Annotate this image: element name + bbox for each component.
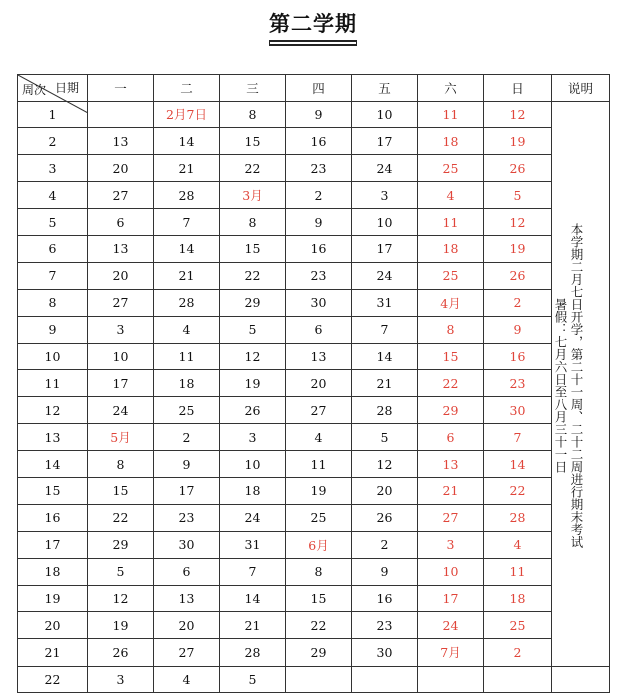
date-cell: 2: [484, 289, 552, 316]
table-row: [18, 128, 610, 155]
date-cell: 8: [220, 209, 286, 236]
date-cell: 23: [286, 262, 352, 289]
date-cell: 7: [154, 209, 220, 236]
date-cell: 5: [484, 182, 552, 209]
date-cell: 10: [418, 558, 484, 585]
date-cell: 9: [286, 101, 352, 128]
date-cell: 14: [352, 343, 418, 370]
note-header: 说明: [552, 75, 610, 102]
date-cell: 29: [220, 289, 286, 316]
date-cell: 21: [220, 612, 286, 639]
date-cell: 4: [418, 182, 484, 209]
date-cell: [418, 666, 484, 693]
date-cell: 26: [484, 155, 552, 182]
date-cell: 26: [352, 504, 418, 531]
date-cell: 10: [352, 101, 418, 128]
date-cell: [88, 101, 154, 128]
table-row: [18, 209, 610, 236]
date-cell: 13: [418, 451, 484, 478]
page-title: [0, 8, 626, 42]
date-cell: 12: [484, 101, 552, 128]
table-row: [18, 666, 610, 693]
date-cell: 9: [286, 209, 352, 236]
date-cell: 26: [88, 639, 154, 666]
table-row: [18, 531, 610, 558]
date-cell: 25: [484, 612, 552, 639]
date-cell: 19: [88, 612, 154, 639]
week-number-cell: 6: [18, 235, 88, 262]
date-cell: 16: [484, 343, 552, 370]
date-cell: 3: [220, 424, 286, 451]
day-header-wed: 三: [220, 75, 286, 102]
date-cell: 31: [352, 289, 418, 316]
date-cell: 14: [154, 128, 220, 155]
day-header-mon: 一: [88, 75, 154, 102]
date-cell: 20: [154, 612, 220, 639]
date-cell: 23: [286, 155, 352, 182]
table-row: [18, 316, 610, 343]
date-cell: 3: [352, 182, 418, 209]
date-cell: 18: [484, 585, 552, 612]
date-cell: 18: [418, 128, 484, 155]
week-number-cell: 5: [18, 209, 88, 236]
table-row: [18, 155, 610, 182]
table-row: [18, 504, 610, 531]
table-row: [18, 558, 610, 585]
week-number-cell: 9: [18, 316, 88, 343]
date-cell: 29: [88, 531, 154, 558]
date-cell: 29: [418, 397, 484, 424]
date-cell: 19: [484, 128, 552, 155]
date-cell: 15: [286, 585, 352, 612]
week-number-cell: 3: [18, 155, 88, 182]
date-cell: 28: [352, 397, 418, 424]
week-number-cell: 13: [18, 424, 88, 451]
date-cell: 26: [484, 262, 552, 289]
date-cell: 28: [154, 182, 220, 209]
date-cell: 25: [286, 504, 352, 531]
date-cell: 2: [352, 531, 418, 558]
date-cell: 17: [154, 477, 220, 504]
date-cell: 2: [286, 182, 352, 209]
date-cell: 30: [484, 397, 552, 424]
note-line-vacation: 暑假：七月六日至八月三十一日: [553, 298, 568, 473]
date-cell: 2: [154, 424, 220, 451]
date-cell: 6: [418, 424, 484, 451]
date-cell: 16: [352, 585, 418, 612]
date-cell: 6: [154, 558, 220, 585]
date-cell: 11: [484, 558, 552, 585]
date-cell: [484, 666, 552, 693]
table-row: [18, 477, 610, 504]
date-cell: 18: [418, 235, 484, 262]
date-cell: 25: [154, 397, 220, 424]
date-cell: 12: [484, 209, 552, 236]
note-cell-bottom: [552, 666, 610, 693]
date-cell: 22: [484, 477, 552, 504]
date-cell: 23: [352, 612, 418, 639]
week-number-cell: 15: [18, 477, 88, 504]
date-cell: 30: [154, 531, 220, 558]
date-cell: 20: [286, 370, 352, 397]
date-cell: 5月: [88, 424, 154, 451]
date-cell: 10: [88, 343, 154, 370]
table-row: [18, 182, 610, 209]
note-cell: [552, 101, 610, 666]
date-cell: 9: [484, 316, 552, 343]
date-cell: 9: [154, 451, 220, 478]
date-cell: 13: [286, 343, 352, 370]
date-cell: 19: [484, 235, 552, 262]
day-header-fri: 五: [352, 75, 418, 102]
date-cell: 10: [352, 209, 418, 236]
date-cell: 5: [220, 316, 286, 343]
table-row: [18, 370, 610, 397]
date-cell: 27: [286, 397, 352, 424]
date-cell: 7月: [418, 639, 484, 666]
date-cell: 27: [154, 639, 220, 666]
week-number-cell: 19: [18, 585, 88, 612]
week-number-cell: 22: [18, 666, 88, 693]
date-cell: 3: [88, 316, 154, 343]
date-cell: 20: [352, 477, 418, 504]
date-cell: 21: [154, 262, 220, 289]
date-cell: 24: [88, 397, 154, 424]
day-header-tue: 二: [154, 75, 220, 102]
table-row: [18, 262, 610, 289]
date-cell: 5: [352, 424, 418, 451]
date-cell: 25: [418, 155, 484, 182]
date-cell: 20: [88, 262, 154, 289]
date-cell: 4: [154, 316, 220, 343]
date-cell: 29: [286, 639, 352, 666]
table-row: [18, 289, 610, 316]
date-cell: 3月: [220, 182, 286, 209]
date-cell: 8: [286, 558, 352, 585]
date-cell: 15: [88, 477, 154, 504]
date-cell: 6: [88, 209, 154, 236]
date-cell: 12: [352, 451, 418, 478]
date-cell: 2月7日: [154, 101, 220, 128]
date-cell: 2: [484, 639, 552, 666]
date-cell: 8: [88, 451, 154, 478]
week-number-cell: 7: [18, 262, 88, 289]
week-number-cell: 14: [18, 451, 88, 478]
date-cell: 4月: [418, 289, 484, 316]
date-cell: 27: [418, 504, 484, 531]
week-number-cell: 2: [18, 128, 88, 155]
date-cell: 21: [154, 155, 220, 182]
week-number-cell: 4: [18, 182, 88, 209]
date-cell: 11: [418, 209, 484, 236]
date-cell: 5: [220, 666, 286, 693]
date-cell: 21: [352, 370, 418, 397]
date-cell: 17: [88, 370, 154, 397]
date-cell: 18: [220, 477, 286, 504]
corner-week-label: 周次: [22, 82, 47, 97]
date-cell: 10: [220, 451, 286, 478]
date-cell: 17: [352, 128, 418, 155]
date-cell: 19: [220, 370, 286, 397]
date-cell: 25: [418, 262, 484, 289]
week-number-cell: 12: [18, 397, 88, 424]
page-title-text: 第二学期: [269, 8, 357, 42]
date-cell: 20: [88, 155, 154, 182]
table-row: [18, 451, 610, 478]
corner-header-cell: [18, 75, 88, 102]
week-number-cell: 21: [18, 639, 88, 666]
table-row: [18, 612, 610, 639]
date-cell: 4: [154, 666, 220, 693]
date-cell: 8: [418, 316, 484, 343]
table-row: [18, 343, 610, 370]
date-cell: 11: [154, 343, 220, 370]
date-cell: 24: [352, 262, 418, 289]
date-cell: 14: [220, 585, 286, 612]
day-header-sat: 六: [418, 75, 484, 102]
date-cell: 23: [154, 504, 220, 531]
corner-date-label: 日期: [54, 81, 79, 95]
table-row: [18, 101, 610, 128]
date-cell: 6月: [286, 531, 352, 558]
date-cell: 14: [154, 235, 220, 262]
date-cell: 21: [418, 477, 484, 504]
table-row: [18, 585, 610, 612]
week-number-cell: 17: [18, 531, 88, 558]
table-row: [18, 639, 610, 666]
date-cell: 24: [220, 504, 286, 531]
date-cell: 24: [352, 155, 418, 182]
date-cell: [352, 666, 418, 693]
date-cell: 27: [88, 182, 154, 209]
date-cell: 30: [286, 289, 352, 316]
date-cell: 28: [484, 504, 552, 531]
date-cell: 19: [286, 477, 352, 504]
table-row: [18, 397, 610, 424]
week-number-cell: 18: [18, 558, 88, 585]
date-cell: 24: [418, 612, 484, 639]
date-cell: 7: [220, 558, 286, 585]
date-cell: 27: [88, 289, 154, 316]
date-cell: 5: [88, 558, 154, 585]
calendar-body: [18, 101, 610, 693]
date-cell: 26: [220, 397, 286, 424]
date-cell: 22: [286, 612, 352, 639]
day-header-sun: 日: [484, 75, 552, 102]
date-cell: 16: [286, 128, 352, 155]
note-line-exam: 本学期二月七日开学，第二十一周、二十二周进行期末考试: [569, 223, 584, 548]
date-cell: 7: [484, 424, 552, 451]
date-cell: 3: [418, 531, 484, 558]
date-cell: 6: [286, 316, 352, 343]
date-cell: 15: [220, 235, 286, 262]
date-cell: 18: [154, 370, 220, 397]
date-cell: 12: [220, 343, 286, 370]
date-cell: 16: [286, 235, 352, 262]
date-cell: 15: [220, 128, 286, 155]
week-number-cell: 20: [18, 612, 88, 639]
semester-calendar-table: [17, 74, 610, 693]
date-cell: 12: [88, 585, 154, 612]
header-row: [18, 75, 610, 102]
note-text: [552, 102, 588, 666]
date-cell: 30: [352, 639, 418, 666]
date-cell: 14: [484, 451, 552, 478]
table-row: [18, 235, 610, 262]
day-header-thu: 四: [286, 75, 352, 102]
date-cell: [286, 666, 352, 693]
date-cell: 15: [418, 343, 484, 370]
date-cell: 9: [352, 558, 418, 585]
week-number-cell: 11: [18, 370, 88, 397]
date-cell: 22: [220, 155, 286, 182]
date-cell: 11: [418, 101, 484, 128]
date-cell: 3: [88, 666, 154, 693]
date-cell: 4: [286, 424, 352, 451]
date-cell: 17: [418, 585, 484, 612]
date-cell: 11: [286, 451, 352, 478]
date-cell: 7: [352, 316, 418, 343]
date-cell: 28: [154, 289, 220, 316]
date-cell: 22: [418, 370, 484, 397]
week-number-cell: 16: [18, 504, 88, 531]
date-cell: 22: [88, 504, 154, 531]
date-cell: 22: [220, 262, 286, 289]
date-cell: 13: [88, 235, 154, 262]
date-cell: 23: [484, 370, 552, 397]
date-cell: 8: [220, 101, 286, 128]
date-cell: 28: [220, 639, 286, 666]
date-cell: 31: [220, 531, 286, 558]
date-cell: 13: [88, 128, 154, 155]
date-cell: 4: [484, 531, 552, 558]
date-cell: 13: [154, 585, 220, 612]
week-number-cell: 8: [18, 289, 88, 316]
date-cell: 17: [352, 235, 418, 262]
table-row: [18, 424, 610, 451]
week-number-cell: 10: [18, 343, 88, 370]
week-number-cell: 1: [18, 101, 88, 128]
